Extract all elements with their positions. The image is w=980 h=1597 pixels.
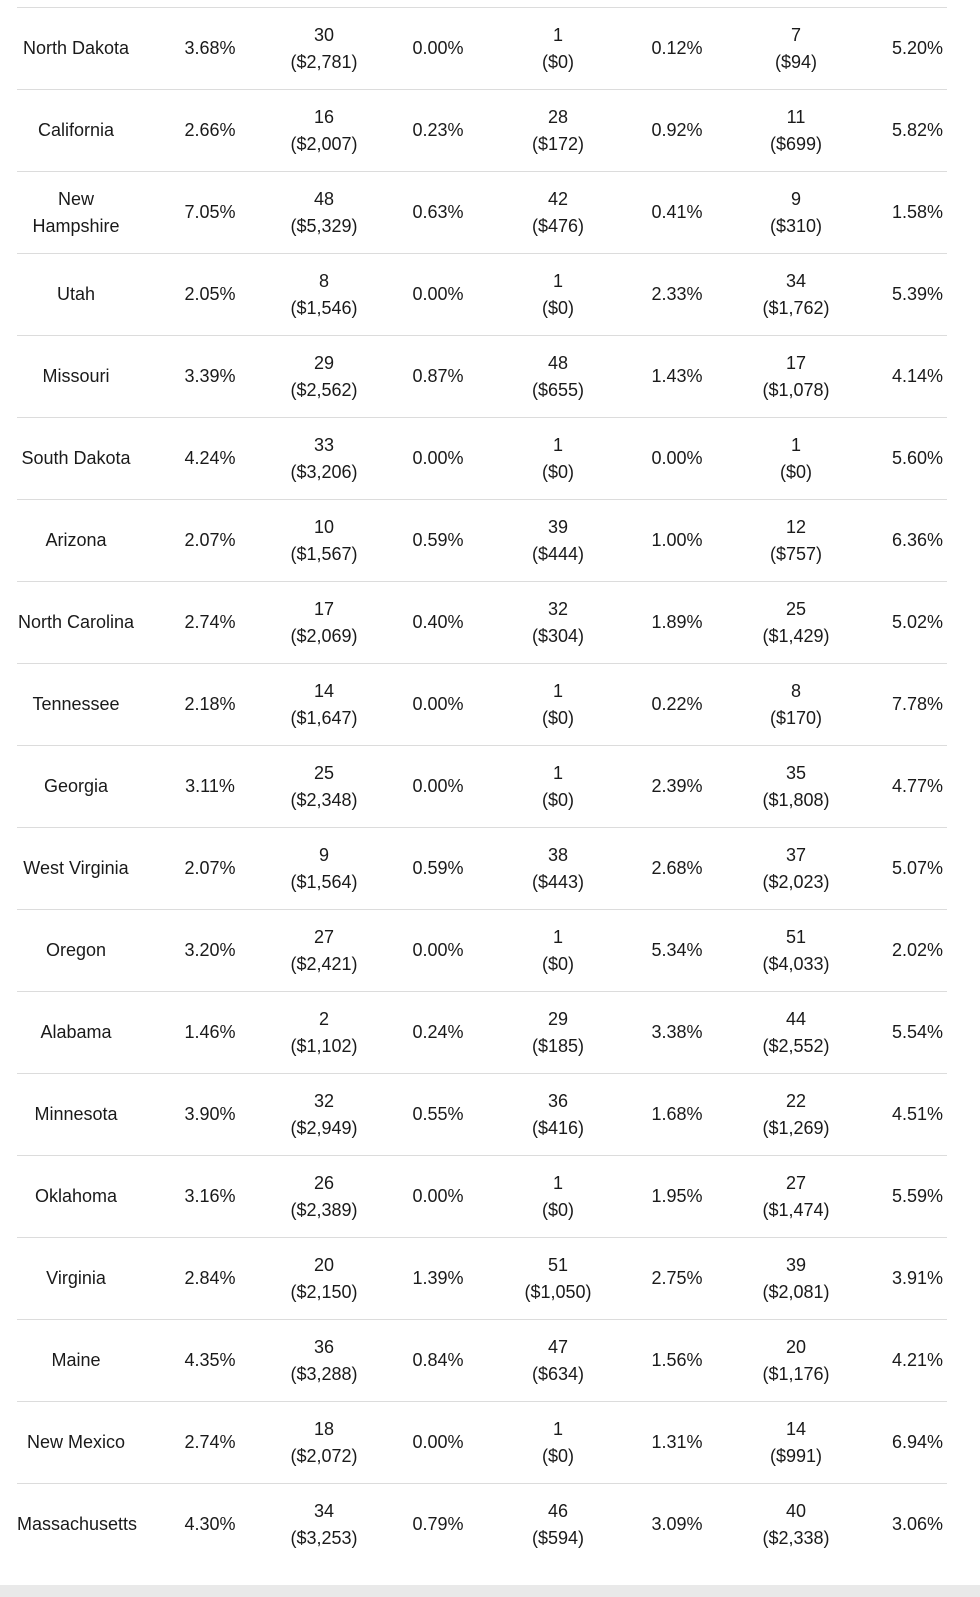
rank-amount-cell bbox=[751, 664, 841, 746]
rank-value: 11 bbox=[786, 106, 806, 127]
pct-cell: 3.11% bbox=[185, 776, 235, 796]
rank-value: 39 bbox=[547, 516, 569, 537]
pct-cell: 4.35% bbox=[184, 1350, 236, 1370]
amount-value: ($304) bbox=[531, 625, 585, 646]
pct-cell: 0.87% bbox=[412, 366, 464, 386]
table-row bbox=[17, 1156, 947, 1238]
rank-value: 8 bbox=[318, 270, 329, 291]
rank-amount-cell bbox=[513, 828, 603, 910]
amount-value: ($1,078) bbox=[762, 379, 830, 400]
pct-cell: 6.94% bbox=[891, 1432, 943, 1452]
pct-cell: 4.21% bbox=[891, 1350, 943, 1370]
rank-value: 2 bbox=[318, 1008, 329, 1029]
pct-cell: 2.39% bbox=[651, 776, 703, 796]
amount-value: ($2,421) bbox=[290, 953, 358, 974]
state-name-cell: Missouri bbox=[42, 366, 110, 386]
amount-value: ($5,329) bbox=[290, 215, 358, 236]
state-name-cell: Tennessee bbox=[32, 694, 120, 714]
amount-value: ($476) bbox=[531, 215, 585, 236]
amount-value: ($1,567) bbox=[290, 543, 358, 564]
pct-cell: 0.41% bbox=[651, 202, 703, 222]
rank-value: 33 bbox=[313, 434, 335, 455]
pct-cell: 1.58% bbox=[891, 202, 943, 222]
table-row bbox=[17, 254, 947, 336]
table-row bbox=[17, 1402, 947, 1484]
rank-value: 38 bbox=[547, 844, 569, 865]
rank-amount-cell bbox=[751, 336, 841, 418]
state-name-cell: Virginia bbox=[46, 1268, 106, 1288]
state-name-cell: North Dakota bbox=[22, 38, 130, 58]
rank-amount-cell bbox=[285, 1402, 363, 1484]
amount-value: ($4,033) bbox=[762, 953, 830, 974]
amount-value: ($0) bbox=[541, 461, 574, 482]
rank-amount-cell bbox=[513, 8, 603, 90]
table-row bbox=[17, 418, 947, 500]
pct-cell: 0.79% bbox=[412, 1514, 464, 1535]
rank-value: 34 bbox=[785, 270, 807, 291]
table-row bbox=[17, 664, 947, 746]
pct-cell: 2.74% bbox=[184, 612, 236, 632]
pct-cell: 0.00% bbox=[412, 1186, 464, 1206]
rank-value: 1 bbox=[552, 1172, 563, 1193]
pct-cell: 1.89% bbox=[651, 612, 703, 632]
pct-cell: 6.36% bbox=[891, 530, 943, 550]
amount-value: ($1,647) bbox=[290, 707, 358, 728]
table-row bbox=[17, 1484, 947, 1566]
pct-cell: 2.33% bbox=[651, 284, 703, 304]
rank-value: 1 bbox=[552, 1418, 563, 1439]
amount-value: ($991) bbox=[769, 1445, 823, 1466]
amount-value: ($3,288) bbox=[290, 1363, 358, 1384]
amount-value: ($634) bbox=[531, 1363, 585, 1384]
amount-value: ($0) bbox=[779, 461, 812, 482]
rank-value: 20 bbox=[313, 1254, 335, 1275]
rank-value: 40 bbox=[785, 1500, 807, 1521]
pct-cell: 0.00% bbox=[412, 940, 464, 960]
rank-amount-cell bbox=[513, 1156, 603, 1238]
table-row bbox=[17, 1238, 947, 1320]
rank-value: 9 bbox=[318, 844, 329, 865]
horizontal-scrollbar[interactable] bbox=[0, 1585, 980, 1597]
rank-amount-cell bbox=[513, 1402, 603, 1484]
rank-value: 16 bbox=[313, 106, 335, 127]
rank-amount-cell bbox=[751, 1074, 841, 1156]
table-row bbox=[17, 172, 947, 254]
rank-value: 30 bbox=[313, 24, 335, 45]
rank-amount-cell bbox=[751, 992, 841, 1074]
amount-value: ($2,552) bbox=[762, 1035, 830, 1056]
amount-value: ($1,176) bbox=[762, 1363, 830, 1384]
rank-value: 37 bbox=[785, 844, 807, 865]
rank-value: 51 bbox=[547, 1254, 569, 1275]
rank-amount-cell bbox=[285, 828, 363, 910]
rank-value: 1 bbox=[552, 762, 563, 783]
amount-value: ($594) bbox=[531, 1527, 585, 1548]
amount-value: ($0) bbox=[541, 953, 574, 974]
pct-cell: 0.59% bbox=[412, 530, 464, 550]
rank-value: 42 bbox=[547, 188, 569, 209]
table-row bbox=[17, 992, 947, 1074]
pct-cell: 2.05% bbox=[184, 284, 236, 304]
state-name-cell: Minnesota bbox=[34, 1104, 118, 1124]
rank-amount-cell bbox=[285, 1320, 363, 1402]
amount-value: ($1,269) bbox=[762, 1117, 830, 1138]
amount-value: ($2,081) bbox=[762, 1281, 830, 1302]
rank-value: 1 bbox=[552, 926, 563, 947]
rank-amount-cell bbox=[751, 90, 841, 172]
amount-value: ($0) bbox=[541, 51, 574, 72]
pct-cell: 0.24% bbox=[412, 1022, 464, 1042]
rank-amount-cell bbox=[285, 992, 363, 1074]
pct-cell: 1.39% bbox=[412, 1268, 464, 1288]
table-row bbox=[17, 90, 947, 172]
pct-cell: 0.00% bbox=[412, 38, 464, 58]
rank-value: 12 bbox=[785, 516, 807, 537]
pct-cell: 0.00% bbox=[412, 694, 464, 714]
rank-amount-cell bbox=[513, 1074, 603, 1156]
pct-cell: 2.07% bbox=[184, 530, 236, 550]
pct-cell: 7.78% bbox=[891, 694, 943, 714]
pct-cell: 4.14% bbox=[891, 366, 943, 386]
amount-value: ($0) bbox=[541, 1199, 574, 1220]
rank-amount-cell bbox=[285, 1074, 363, 1156]
amount-value: ($1,808) bbox=[762, 789, 830, 810]
pct-cell: 2.74% bbox=[184, 1432, 236, 1452]
pct-cell: 5.59% bbox=[891, 1186, 943, 1206]
rank-amount-cell bbox=[751, 254, 841, 336]
state-name-cell: West Virginia bbox=[23, 858, 129, 878]
rank-amount-cell bbox=[751, 1402, 841, 1484]
amount-value: ($443) bbox=[531, 871, 585, 892]
state-name-cell: California bbox=[37, 120, 115, 140]
amount-value: ($2,007) bbox=[290, 133, 358, 154]
rank-value: 51 bbox=[785, 926, 807, 947]
pct-cell: 4.24% bbox=[184, 448, 236, 468]
rank-value: 17 bbox=[785, 352, 807, 373]
pct-cell: 0.00% bbox=[412, 284, 464, 304]
pct-cell: 1.46% bbox=[184, 1022, 236, 1042]
pct-cell: 1.95% bbox=[651, 1186, 703, 1206]
rank-amount-cell bbox=[513, 90, 603, 172]
rank-value: 39 bbox=[785, 1254, 807, 1275]
rank-amount-cell bbox=[513, 910, 603, 992]
amount-value: ($0) bbox=[541, 707, 574, 728]
rank-amount-cell bbox=[285, 8, 363, 90]
amount-value: ($3,253) bbox=[290, 1527, 358, 1548]
pct-cell: 3.09% bbox=[651, 1514, 703, 1535]
rank-amount-cell bbox=[513, 1238, 603, 1320]
rank-value: 25 bbox=[313, 762, 335, 783]
rank-value: 28 bbox=[547, 106, 569, 127]
amount-value: ($1,762) bbox=[762, 297, 830, 318]
rank-value: 36 bbox=[313, 1336, 335, 1357]
rank-value: 9 bbox=[790, 188, 801, 209]
rank-amount-cell bbox=[751, 1156, 841, 1238]
rank-amount-cell bbox=[513, 254, 603, 336]
pct-cell: 0.59% bbox=[412, 858, 464, 878]
rank-value: 8 bbox=[790, 680, 801, 701]
pct-cell: 0.00% bbox=[412, 776, 464, 796]
amount-value: ($185) bbox=[531, 1035, 585, 1056]
rank-value: 14 bbox=[785, 1418, 807, 1439]
pct-cell: 0.40% bbox=[412, 612, 464, 632]
pct-cell: 5.34% bbox=[651, 940, 703, 960]
state-name-cell: Utah bbox=[56, 284, 96, 304]
rank-amount-cell bbox=[751, 1238, 841, 1320]
rank-value: 27 bbox=[313, 926, 335, 947]
amount-value: ($444) bbox=[531, 543, 585, 564]
rank-amount-cell bbox=[285, 500, 363, 582]
amount-value: ($94) bbox=[774, 51, 818, 72]
rank-amount-cell bbox=[513, 500, 603, 582]
table-row bbox=[17, 8, 947, 90]
rank-amount-cell bbox=[513, 992, 603, 1074]
rank-value: 27 bbox=[785, 1172, 807, 1193]
amount-value: ($2,069) bbox=[290, 625, 358, 646]
amount-value: ($1,546) bbox=[290, 297, 358, 318]
rank-value: 32 bbox=[547, 598, 569, 619]
pct-cell: 0.00% bbox=[651, 448, 703, 468]
pct-cell: 3.16% bbox=[184, 1186, 236, 1206]
pct-cell: 5.07% bbox=[891, 858, 943, 878]
pct-cell: 0.22% bbox=[651, 694, 703, 714]
state-name-cell: New Mexico bbox=[26, 1432, 126, 1452]
rank-value: 1 bbox=[790, 434, 801, 455]
pct-cell: 0.55% bbox=[412, 1104, 464, 1124]
pct-cell: 3.91% bbox=[891, 1268, 943, 1288]
table-row bbox=[17, 1074, 947, 1156]
state-name-cell: Maine bbox=[51, 1350, 101, 1370]
pct-cell: 1.43% bbox=[651, 366, 703, 386]
state-name-cell: New Hampshire bbox=[32, 188, 120, 236]
rank-value: 48 bbox=[547, 352, 569, 373]
pct-cell: 0.12% bbox=[651, 38, 703, 58]
state-tax-table bbox=[17, 7, 947, 1566]
rank-value: 47 bbox=[547, 1336, 569, 1357]
rank-value: 26 bbox=[313, 1172, 335, 1193]
pct-cell: 3.38% bbox=[651, 1022, 703, 1042]
rank-amount-cell bbox=[513, 336, 603, 418]
state-name-cell: Oklahoma bbox=[34, 1186, 118, 1206]
amount-value: ($1,102) bbox=[290, 1035, 358, 1056]
rank-value: 20 bbox=[785, 1336, 807, 1357]
pct-cell: 5.60% bbox=[891, 448, 943, 468]
rank-value: 46 bbox=[547, 1500, 569, 1521]
rank-value: 22 bbox=[785, 1090, 807, 1111]
pct-cell: 5.02% bbox=[891, 612, 943, 632]
pct-cell: 1.00% bbox=[651, 530, 703, 550]
amount-value: ($3,206) bbox=[290, 461, 358, 482]
pct-cell: 0.92% bbox=[651, 120, 703, 140]
rank-amount-cell bbox=[751, 500, 841, 582]
rank-amount-cell bbox=[513, 582, 603, 664]
pct-cell: 5.82% bbox=[891, 120, 943, 140]
pct-cell: 1.31% bbox=[651, 1432, 703, 1452]
state-tax-table-container bbox=[17, 7, 947, 1566]
pct-cell: 0.00% bbox=[412, 448, 464, 468]
rank-amount-cell bbox=[285, 746, 363, 828]
amount-value: ($416) bbox=[531, 1117, 585, 1138]
pct-cell: 3.06% bbox=[891, 1514, 943, 1535]
pct-cell: 3.68% bbox=[184, 38, 236, 58]
pct-cell: 2.18% bbox=[184, 694, 236, 714]
pct-cell: 4.30% bbox=[184, 1514, 236, 1535]
amount-value: ($170) bbox=[769, 707, 823, 728]
amount-value: ($699) bbox=[769, 133, 823, 154]
table-body bbox=[17, 8, 947, 1566]
rank-value: 29 bbox=[313, 352, 335, 373]
pct-cell: 1.56% bbox=[651, 1350, 703, 1370]
pct-cell: 5.20% bbox=[891, 38, 943, 58]
rank-value: 35 bbox=[785, 762, 807, 783]
amount-value: ($0) bbox=[541, 1445, 574, 1466]
rank-value: 10 bbox=[313, 516, 335, 537]
rank-amount-cell bbox=[513, 418, 603, 500]
pct-cell: 2.68% bbox=[651, 858, 703, 878]
table-row bbox=[17, 500, 947, 582]
amount-value: ($2,023) bbox=[762, 871, 830, 892]
rank-amount-cell bbox=[751, 1320, 841, 1402]
rank-value: 36 bbox=[547, 1090, 569, 1111]
rank-value: 1 bbox=[552, 270, 563, 291]
amount-value: ($310) bbox=[769, 215, 823, 236]
rank-amount-cell bbox=[513, 664, 603, 746]
rank-value: 32 bbox=[313, 1090, 335, 1111]
rank-amount-cell bbox=[285, 582, 363, 664]
rank-value: 18 bbox=[313, 1418, 335, 1439]
amount-value: ($2,781) bbox=[290, 51, 358, 72]
rank-amount-cell bbox=[751, 172, 841, 254]
rank-value: 25 bbox=[785, 598, 807, 619]
amount-value: ($2,562) bbox=[290, 379, 358, 400]
pct-cell: 0.00% bbox=[412, 1432, 464, 1452]
state-name-cell: Georgia bbox=[43, 776, 109, 796]
rank-value: 1 bbox=[552, 434, 563, 455]
rank-value: 34 bbox=[313, 1500, 335, 1521]
amount-value: ($757) bbox=[769, 543, 823, 564]
rank-value: 29 bbox=[547, 1008, 569, 1029]
rank-amount-cell bbox=[285, 1238, 363, 1320]
pct-cell: 0.84% bbox=[412, 1350, 464, 1370]
amount-value: ($2,389) bbox=[290, 1199, 358, 1220]
amount-value: ($172) bbox=[531, 133, 585, 154]
state-name-cell: Massachusetts bbox=[17, 1514, 138, 1535]
rank-amount-cell bbox=[751, 418, 841, 500]
pct-cell: 1.68% bbox=[651, 1104, 703, 1124]
pct-cell: 0.23% bbox=[412, 120, 464, 140]
pct-cell: 2.75% bbox=[651, 1268, 703, 1288]
amount-value: ($1,474) bbox=[762, 1199, 830, 1220]
rank-amount-cell bbox=[751, 746, 841, 828]
amount-value: ($655) bbox=[531, 379, 585, 400]
pct-cell: 3.39% bbox=[184, 366, 236, 386]
pct-cell: 3.90% bbox=[184, 1104, 236, 1124]
table-row bbox=[17, 828, 947, 910]
rank-amount-cell bbox=[285, 336, 363, 418]
pct-cell: 5.54% bbox=[891, 1022, 943, 1042]
rank-amount-cell bbox=[285, 172, 363, 254]
rank-value: 44 bbox=[785, 1008, 807, 1029]
rank-amount-cell bbox=[285, 1156, 363, 1238]
rank-amount-cell bbox=[285, 910, 363, 992]
amount-value: ($1,564) bbox=[290, 871, 358, 892]
amount-value: ($2,338) bbox=[762, 1527, 830, 1548]
amount-value: ($2,949) bbox=[290, 1117, 358, 1138]
rank-value: 48 bbox=[313, 188, 335, 209]
amount-value: ($2,348) bbox=[290, 789, 358, 810]
rank-amount-cell bbox=[751, 828, 841, 910]
pct-cell: 2.84% bbox=[184, 1268, 236, 1288]
pct-cell: 0.63% bbox=[412, 202, 464, 222]
pct-cell: 4.77% bbox=[891, 776, 943, 796]
amount-value: ($1,050) bbox=[524, 1281, 592, 1302]
amount-value: ($2,150) bbox=[290, 1281, 358, 1302]
rank-value: 1 bbox=[552, 24, 563, 45]
table-row bbox=[17, 336, 947, 418]
amount-value: ($2,072) bbox=[290, 1445, 358, 1466]
rank-amount-cell bbox=[513, 746, 603, 828]
rank-amount-cell bbox=[285, 90, 363, 172]
rank-amount-cell bbox=[513, 172, 603, 254]
rank-amount-cell bbox=[751, 910, 841, 992]
rank-amount-cell bbox=[751, 1484, 841, 1566]
rank-amount-cell bbox=[751, 8, 841, 90]
pct-cell: 2.66% bbox=[184, 120, 236, 140]
amount-value: ($1,429) bbox=[762, 625, 830, 646]
rank-amount-cell bbox=[285, 418, 363, 500]
state-name-cell: Oregon bbox=[45, 940, 107, 960]
table-row bbox=[17, 1320, 947, 1402]
table-row bbox=[17, 910, 947, 992]
rank-amount-cell bbox=[285, 1484, 363, 1566]
pct-cell: 5.39% bbox=[891, 284, 943, 304]
rank-amount-cell bbox=[285, 254, 363, 336]
state-name-cell: South Dakota bbox=[21, 448, 131, 468]
table-row bbox=[17, 746, 947, 828]
amount-value: ($0) bbox=[541, 297, 574, 318]
state-name-cell: Alabama bbox=[40, 1022, 112, 1042]
pct-cell: 2.07% bbox=[184, 858, 236, 878]
state-name-cell: Arizona bbox=[45, 530, 107, 550]
pct-cell: 3.20% bbox=[184, 940, 236, 960]
rank-amount-cell bbox=[285, 664, 363, 746]
amount-value: ($0) bbox=[541, 789, 574, 810]
pct-cell: 4.51% bbox=[891, 1104, 943, 1124]
rank-value: 14 bbox=[313, 680, 335, 701]
rank-amount-cell bbox=[751, 582, 841, 664]
rank-value: 17 bbox=[313, 598, 335, 619]
rank-value: 7 bbox=[790, 24, 801, 45]
pct-cell: 7.05% bbox=[184, 202, 236, 222]
state-name-cell: North Carolina bbox=[17, 612, 135, 632]
rank-value: 1 bbox=[552, 680, 563, 701]
rank-amount-cell bbox=[513, 1484, 603, 1566]
table-row bbox=[17, 582, 947, 664]
pct-cell: 2.02% bbox=[891, 940, 943, 960]
rank-amount-cell bbox=[513, 1320, 603, 1402]
